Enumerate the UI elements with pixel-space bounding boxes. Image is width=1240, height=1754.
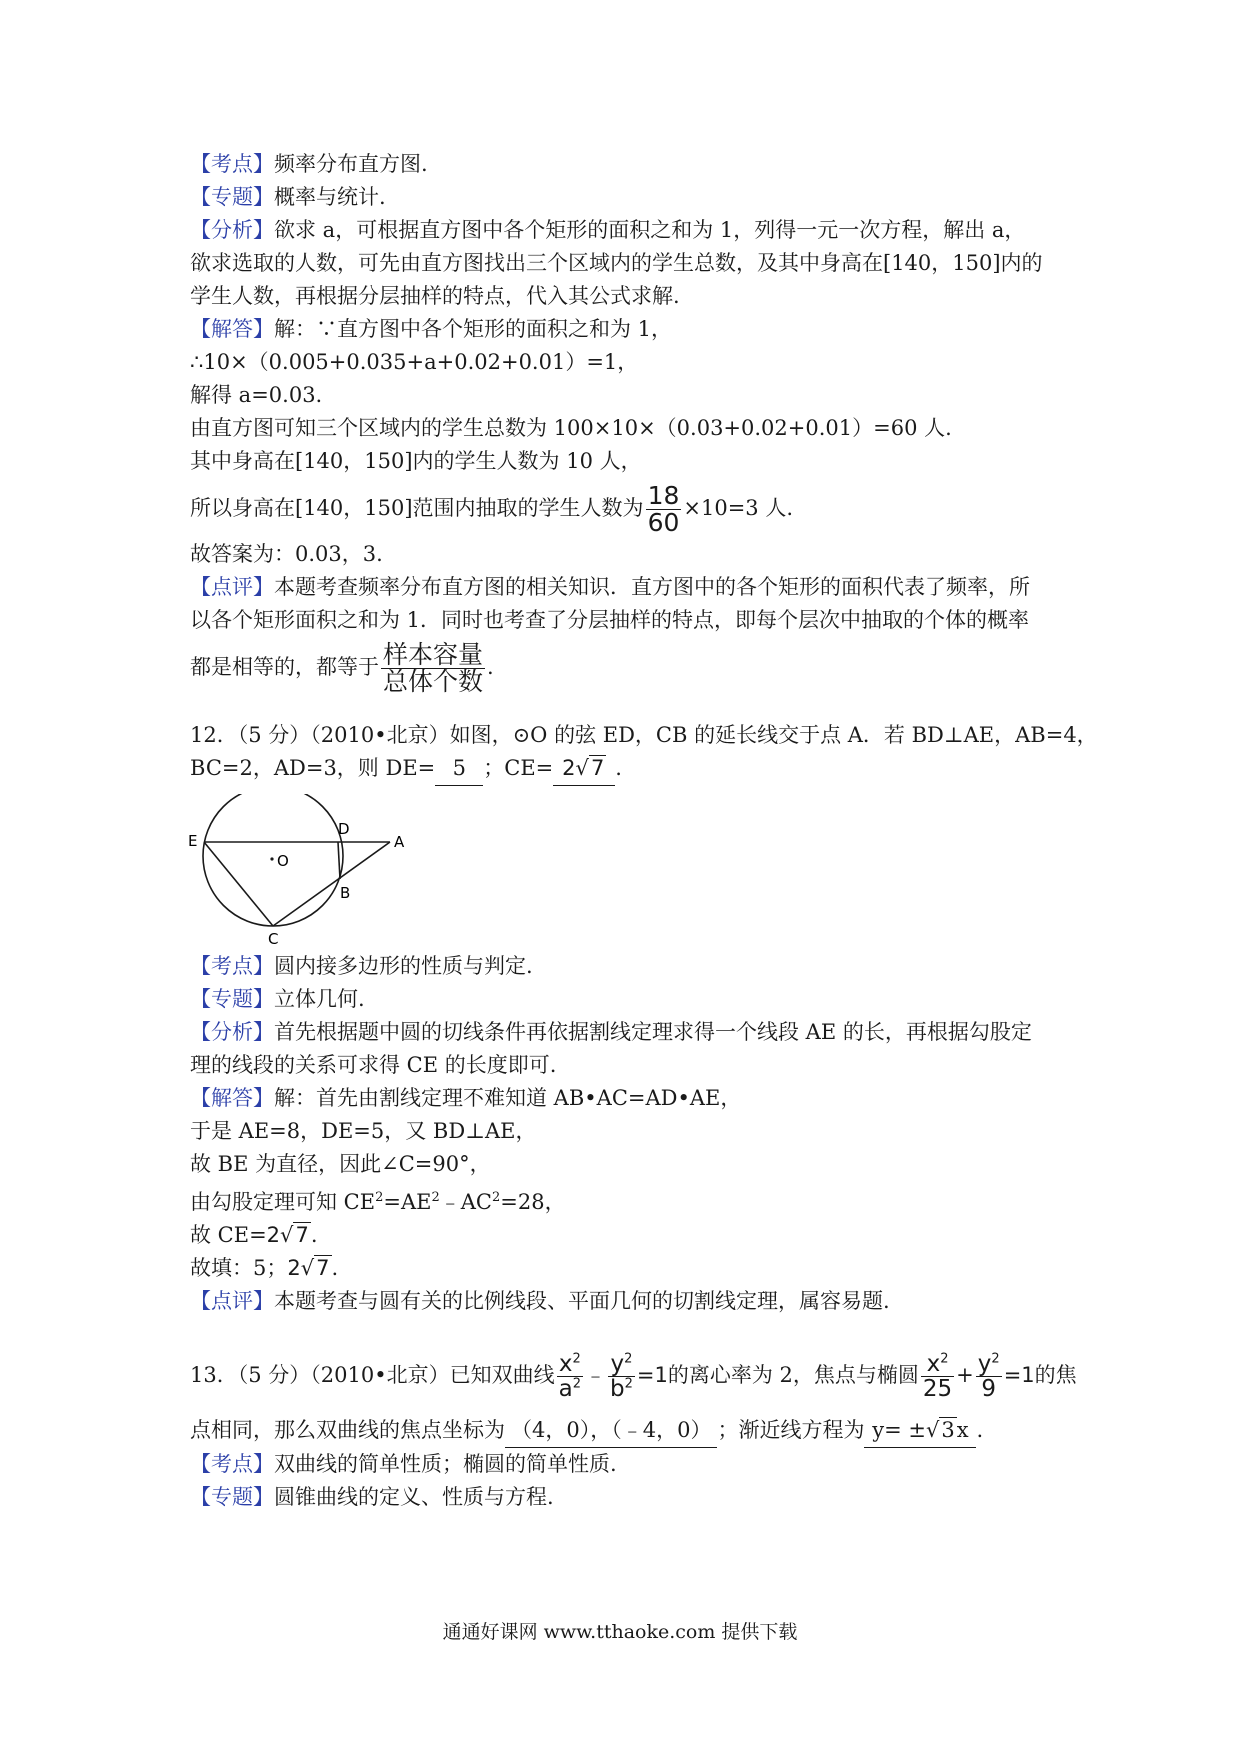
jieda-tag: 【解答】 bbox=[190, 317, 274, 341]
label-c: C bbox=[268, 930, 279, 944]
sqrt-expression: 2√7 bbox=[266, 1223, 309, 1247]
sqrt-expression: 2√7 bbox=[287, 1256, 330, 1280]
answer-blank: （4，0），（﹣4，0） bbox=[505, 1414, 717, 1448]
zhuanti-line: 【专题】立体几何. bbox=[190, 987, 365, 1011]
dianping-tag: 【点评】 bbox=[190, 575, 274, 599]
dianping-line: 以各个矩形面积之和为 1．同时也考查了分层抽样的特点，即每个层次中抽取的个体的概率 bbox=[190, 608, 1030, 632]
kaodian-line: 【考点】圆内接多边形的性质与判定. bbox=[190, 954, 533, 978]
fraction: $\frac{x^2}{25}$ bbox=[922, 1350, 953, 1402]
label-o: O bbox=[277, 852, 289, 870]
jieda-line: 解得 a=0.03. bbox=[190, 383, 323, 407]
circle-diagram bbox=[188, 794, 428, 944]
question-stem: BC=2，AD=3，则 DE= 5 ；CE= 2√7 . bbox=[190, 752, 1070, 786]
zhuanti-tag: 【专题】 bbox=[190, 185, 274, 209]
question-stem: 点相同，那么双曲线的焦点坐标为 （4，0），（﹣4，0） ；渐近线方程为 y= ±√3x . bbox=[190, 1414, 1070, 1448]
kaodian-line: 【考点】双曲线的简单性质；椭圆的简单性质. bbox=[190, 1452, 617, 1476]
label-d: D bbox=[338, 820, 350, 838]
jieda-line: 故 BE 为直径，因此∠C=90°， bbox=[190, 1152, 491, 1176]
answer-blank: y= ±√3x bbox=[864, 1414, 976, 1448]
dianping-line: 都是相等的，都等于 $\frac{\text{样本容量}}{\text{总体个数}}$ . bbox=[190, 639, 494, 696]
jieda-line: 故 CE=2√7. bbox=[190, 1223, 318, 1247]
zhuanti-line: 【专题】圆锥曲线的定义、性质与方程. bbox=[190, 1485, 554, 1509]
zhuanti-tag: 【专题】 bbox=[190, 1485, 274, 1509]
label-b: B bbox=[340, 884, 351, 902]
answer-blank: 2√7 bbox=[553, 752, 615, 786]
jieda-line: 由直方图可知三个区域内的学生总数为 100×10×（0.03+0.02+0.01）=60 人. bbox=[190, 416, 952, 440]
kaodian-line: 【考点】频率分布直方图. bbox=[190, 152, 428, 176]
fraction: $\frac{\text{样本容量}}{\text{总体个数}}$ bbox=[383, 639, 484, 696]
line-db bbox=[338, 842, 340, 879]
fenxi-line: 【分析】欲求 a，可根据直方图中各个矩形的面积之和为 1，列得一元一次方程，解出 a， bbox=[190, 218, 1026, 242]
fraction: $\frac{x^2}{a^2}$ bbox=[558, 1350, 581, 1402]
dianping-line: 【点评】本题考查频率分布直方图的相关知识．直方图中的各个矩形的面积代表了频率，所 bbox=[190, 575, 1030, 599]
answer-line: 故答案为：0.03，3. bbox=[190, 542, 383, 566]
jieda-line: 故填：5；2√7. bbox=[190, 1256, 339, 1280]
fraction: $\frac{y^2}{b^2}$ bbox=[609, 1350, 633, 1402]
jieda-line: 其中身高在[140，150]内的学生人数为 10 人， bbox=[190, 449, 642, 473]
jieda-line: 由勾股定理可知 $CE^2=AE^2﹣AC^2=28$， bbox=[190, 1190, 566, 1214]
fenxi-line: 学生人数，再根据分层抽样的特点，代入其公式求解. bbox=[190, 284, 680, 308]
question-stem: 13．（5 分）（2010•北京）已知双曲线 $\frac{x^2}{a^2}$ ﹣ $\frac{y^2}{b^2}$ =1的离心率为 2，焦点与椭圆 $\frac{x^2}{25}$ + $\frac{y^2}{9}$ =1的焦 bbox=[190, 1350, 1077, 1402]
center-dot bbox=[270, 857, 273, 860]
label-a: A bbox=[394, 833, 405, 851]
jieda-line: ∴10×（0.005+0.035+a+0.02+0.01）=1， bbox=[190, 350, 639, 374]
dianping-tag: 【点评】 bbox=[190, 1289, 274, 1313]
jieda-tag: 【解答】 bbox=[190, 1086, 274, 1110]
zhuanti-line: 【专题】概率与统计. bbox=[190, 185, 386, 209]
fenxi-line: 【分析】首先根据题中圆的切线条件再依据割线定理求得一个线段 AE 的长，再根据勾股定 bbox=[190, 1020, 1032, 1044]
fenxi-line: 理的线段的关系可求得 CE 的长度即可. bbox=[190, 1053, 557, 1077]
line-ca bbox=[273, 842, 390, 926]
jieda-line: 所以身高在[140，150]范围内抽取的学生人数为 $\frac{18}{60}$ ×10=3 人. bbox=[190, 480, 793, 537]
page-footer: 通通好课网 www.tthaoke.com 提供下载 bbox=[442, 1621, 798, 1643]
zhuanti-tag: 【专题】 bbox=[190, 987, 274, 1011]
dianping-line: 【点评】本题考查与圆有关的比例线段、平面几何的切割线定理，属容易题. bbox=[190, 1289, 890, 1313]
fenxi-line: 欲求选取的人数，可先由直方图找出三个区域内的学生总数，及其中身高在[140，150]内的 bbox=[190, 251, 1043, 275]
answer-blank: 5 bbox=[435, 752, 483, 786]
line-ec bbox=[204, 842, 273, 926]
question-stem: 12．（5 分）（2010•北京）如图，⊙O 的弦 ED，CB 的延长线交于点 A．若 BD⊥AE，AB=4， bbox=[190, 723, 1098, 747]
fraction: $\frac{18}{60}$ bbox=[647, 480, 680, 537]
content-column bbox=[188, 148, 1098, 1514]
fenxi-tag: 【分析】 bbox=[190, 218, 274, 242]
kaodian-tag: 【考点】 bbox=[190, 1452, 274, 1476]
fraction: $\frac{y^2}{9}$ bbox=[977, 1350, 1000, 1402]
fenxi-tag: 【分析】 bbox=[190, 1020, 274, 1044]
kaodian-tag: 【考点】 bbox=[190, 152, 274, 176]
kaodian-tag: 【考点】 bbox=[190, 954, 274, 978]
label-e: E bbox=[188, 832, 198, 850]
jieda-line: 于是 AE=8，DE=5，又 BD⊥AE， bbox=[190, 1119, 537, 1143]
jieda-line: 【解答】解：∵直方图中各个矩形的面积之和为 1， bbox=[190, 317, 673, 341]
jieda-line: 【解答】解：首先由割线定理不难知道 AB•AC=AD•AE， bbox=[190, 1086, 742, 1110]
